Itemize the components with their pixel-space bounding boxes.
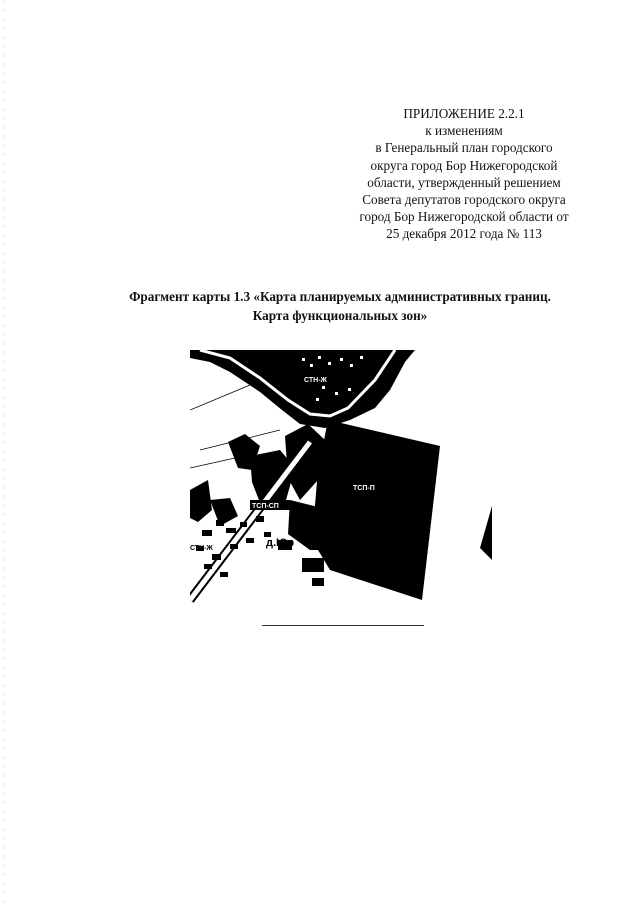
appendix-line: области, утвержденный решением bbox=[367, 174, 561, 190]
map-label-village: д.Юр bbox=[266, 537, 295, 549]
map-fragment bbox=[190, 350, 492, 606]
appendix-line: город Бор Нижегородской области от bbox=[359, 209, 569, 225]
map-label-stn-zh-top: СТН-Ж bbox=[304, 377, 327, 384]
appendix-line: 25 декабря 2012 года № 113 bbox=[386, 226, 542, 242]
title-line-1: Фрагмент карты 1.3 «Карта планируемых административных границ. bbox=[129, 289, 551, 304]
scan-edge-marks bbox=[4, 0, 5, 905]
map-label-tsp-p: ТСП-П bbox=[353, 485, 375, 492]
appendix-line: ПРИЛОЖЕНИЕ 2.2.1 bbox=[403, 106, 525, 121]
appendix-line: округа город Бор Нижегородской bbox=[370, 157, 558, 173]
appendix-line: в Генеральный план городского bbox=[375, 140, 553, 156]
appendix-line: Совета депутатов городского округа bbox=[362, 192, 566, 208]
appendix-header bbox=[318, 105, 610, 243]
appendix-line: к изменениям bbox=[425, 123, 503, 139]
title-line-2: Карта функциональных зон» bbox=[252, 307, 428, 323]
separator-rule bbox=[262, 625, 424, 626]
map-fragment-title bbox=[80, 288, 600, 325]
map-label-tsp-sp: ТСП-СП bbox=[252, 503, 279, 510]
map-label-stn-zh-left: СТН-Ж bbox=[190, 545, 213, 552]
